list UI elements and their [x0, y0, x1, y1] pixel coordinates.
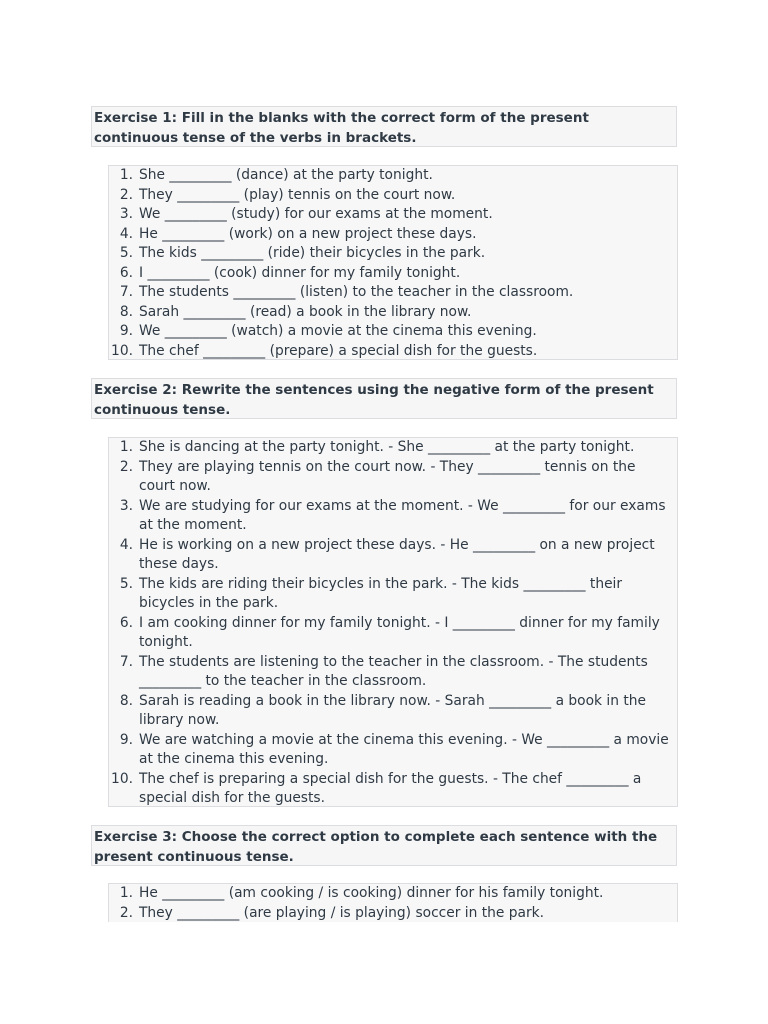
- item-text: Sarah is reading a book in the library now. - Sarah _________ a book in the library now.: [139, 692, 647, 728]
- list-item: [109, 458, 677, 497]
- item-text: The students are listening to the teacher in the classroom. - The students _________ to the teacher in the classroom.: [139, 653, 648, 689]
- item-number: 6.: [119, 264, 133, 281]
- list-item: [109, 264, 677, 284]
- item-text: The chef _________ (prepare) a special dish for the guests.: [139, 342, 538, 359]
- item-text: I _________ (cook) dinner for my family tonight.: [139, 264, 461, 281]
- item-number: 9.: [119, 731, 133, 748]
- item-text: We _________ (study) for our exams at the moment.: [139, 206, 493, 222]
- item-text: The kids are riding their bicycles in the park. - The kids _________ their bicycles in the park.: [139, 575, 623, 611]
- item-number: 6.: [119, 614, 133, 631]
- exercise-1-heading-box: [91, 106, 677, 147]
- exercise-3-heading: Exercise 3: Choose the correct option to complete each sentence with the present continuous tense.: [94, 829, 658, 865]
- list-item: [109, 244, 677, 264]
- list-item: [109, 322, 677, 342]
- list-item: [109, 225, 677, 245]
- item-text: We are studying for our exams at the moment. - We _________ for our exams at the moment.: [139, 497, 666, 533]
- item-number: 10.: [111, 770, 133, 787]
- item-text: They _________ (play) tennis on the court now.: [139, 186, 456, 203]
- item-number: 5.: [119, 245, 133, 261]
- item-number: 3.: [119, 497, 133, 514]
- list-item: [109, 731, 677, 770]
- exercise-2-heading-box: [91, 378, 677, 419]
- item-number: 5.: [119, 575, 133, 592]
- item-text: The students _________ (listen) to the teacher in the classroom.: [139, 284, 574, 300]
- exercise-2-heading: Exercise 2: Rewrite the sentences using the negative form of the present continuous tense.: [94, 382, 654, 418]
- list-item: [109, 904, 677, 923]
- item-text: The chef is preparing a special dish for the guests. - The chef _________ a special dish for the guests.: [139, 770, 642, 806]
- exercise-3-list: [109, 884, 677, 922]
- list-item: [109, 770, 677, 808]
- item-number: 8.: [119, 692, 133, 709]
- exercise-1-heading: Exercise 1: Fill in the blanks with the correct form of the present continuous tense of the verbs in brackets.: [94, 110, 589, 146]
- item-number: 9.: [119, 323, 133, 339]
- list-item: [109, 884, 677, 904]
- item-number: 8.: [119, 303, 133, 320]
- item-text: The kids _________ (ride) their bicycles in the park.: [139, 245, 486, 261]
- exercise-3-heading-box: [91, 825, 677, 866]
- exercise-1-list: [109, 166, 677, 360]
- list-item: [109, 692, 677, 731]
- item-text: She _________ (dance) at the party tonight.: [139, 167, 433, 183]
- list-item: [109, 303, 677, 323]
- item-text: We are watching a movie at the cinema this evening. - We _________ a movie at the cinema this evening.: [139, 731, 669, 767]
- exercise-2-list-box: [108, 437, 678, 807]
- list-item: [109, 205, 677, 225]
- item-text: He _________ (am cooking / is cooking) dinner for his family tonight.: [139, 885, 604, 901]
- item-number: 2.: [119, 904, 133, 921]
- item-text: Sarah _________ (read) a book in the library now.: [139, 303, 472, 320]
- item-number: 4.: [119, 536, 133, 553]
- exercise-3-list-box: [108, 883, 678, 922]
- list-item: [109, 497, 677, 536]
- item-text: She is dancing at the party tonight. - She _________ at the party tonight.: [139, 439, 635, 455]
- exercise-2-list: [109, 438, 677, 807]
- list-item: [109, 653, 677, 692]
- item-text: We _________ (watch) a movie at the cinema this evening.: [139, 323, 537, 339]
- item-number: 7.: [119, 653, 133, 670]
- item-number: 7.: [119, 284, 133, 300]
- list-item: [109, 614, 677, 653]
- list-item: [109, 342, 677, 361]
- list-item: [109, 283, 677, 303]
- list-item: [109, 438, 677, 458]
- item-text: He _________ (work) on a new project these days.: [139, 225, 477, 242]
- item-number: 4.: [119, 225, 133, 242]
- item-number: 2.: [119, 186, 133, 203]
- list-item: [109, 575, 677, 614]
- list-item: [109, 186, 677, 206]
- item-text: I am cooking dinner for my family tonight. - I _________ dinner for my family tonight.: [139, 614, 660, 650]
- item-number: 3.: [119, 206, 133, 222]
- item-text: He is working on a new project these days. - He _________ on a new project these days.: [139, 536, 655, 572]
- list-item: [109, 536, 677, 575]
- item-text: They are playing tennis on the court now. - They _________ tennis on the court now.: [139, 458, 636, 494]
- exercise-1-list-box: [108, 165, 678, 360]
- item-number: 10.: [111, 342, 133, 359]
- item-number: 1.: [119, 439, 133, 455]
- item-number: 2.: [119, 458, 133, 475]
- item-number: 1.: [119, 167, 133, 183]
- item-number: 1.: [119, 885, 133, 901]
- list-item: [109, 166, 677, 186]
- item-text: They _________ (are playing / is playing) soccer in the park.: [139, 904, 545, 921]
